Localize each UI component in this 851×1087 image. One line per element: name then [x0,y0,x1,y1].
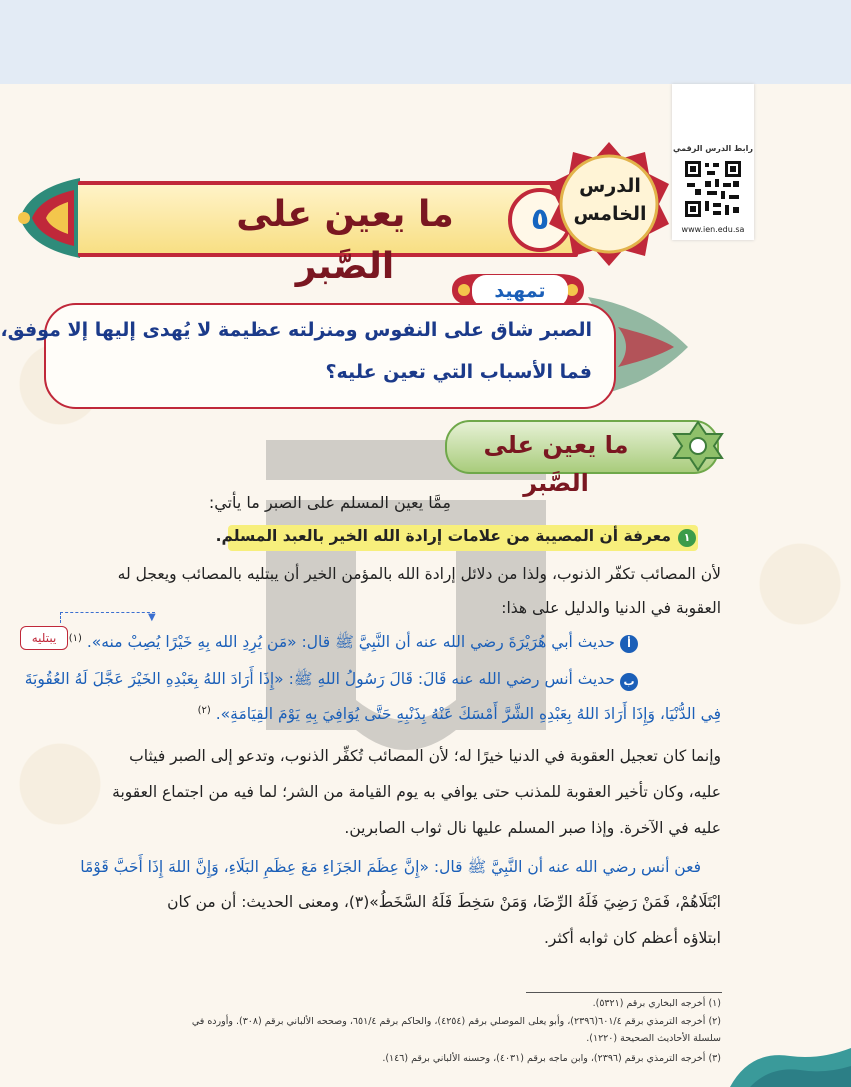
p2-line3: عليه في الآخرة. وإذا صبر المسلم عليها نال ثواب الصابرين. [344,819,721,837]
intro-box [0,303,616,409]
qr-code-icon[interactable] [683,159,743,219]
lesson-title: ما يعين على الصَّبر [236,194,454,287]
lesson-label [560,172,660,228]
section-ornament-icon [670,418,726,474]
item-a-label: أ [620,635,638,653]
item-b-ref: (٢) [197,705,211,716]
qr-box[interactable] [672,84,754,240]
arrow-down-icon: ▼ [148,612,156,623]
dashed-connector [60,612,155,623]
footnote-3: (٣) أخرجه الترمذي برقم (٢٣٩٦)، وابن ماجه برقم (٤٠٣١)، وحسنه الألباني برقم (١٤٦). [382,1053,721,1064]
p2-line2: عليه، وكان تأخير العقوبة للمذنب حتى يوافي به يوم القيامة من الشر؛ لما فيه من اجتماع العقوبة [112,783,721,801]
lesson-number: ٥ [508,188,572,252]
item-a-ref: (١) [68,632,82,644]
page-corner-ornament-icon [710,1040,851,1087]
intro-line-2: فما الأسباب التي تعين عليه؟ [325,361,592,383]
item-b-line2: فِي الدُّنْيَا، وَإِذَا أَرَادَ اللهُ بِعَبْدِهِ الشَّرَّ أَمْسَكَ عَنْهُ بِذَنْبِهِ حَتَّى يُوَافِيَ بِهِ يَوْمَ القِيَامَةِ». [215,705,721,724]
p2-line1: وإنما كان تعجيل العقوبة في الدنيا خيرًا له؛ لأن المصائب تُكفِّر الذنوب، وتدعو إلى الصبر فيثاب [129,747,721,765]
item1-text: معرفة أن المصيبة من علامات إرادة الله الخير بالعبد المسلم. [215,527,671,545]
p3-line2: ابْتَلَاهُمْ، فَمَنْ رَضِيَ فَلَهُ الرِّضَا، وَمَنْ سَخِطَ فَلَهُ السَّخَطُ»(٣)، ومعنى الحديث: أن من كان [167,893,721,911]
item-b-line1: حديث أنس رضي الله عنه قَالَ: قَالَ رَسُولُ اللهِ ﷺ: «إِذَا أَرَادَ اللهُ بِعَبْدِهِ الخَيْرَ عَجَّلَ لَهُ العُقُوبَةَ [24,670,615,688]
item-a-hadith: حديث أبي هُرَيْرَةَ رضي الله عنه أن النَّبِيَّ ﷺ قال: «مَن يُرِدِ الله بِهِ خَيْرًا يُصِبْ منه». [86,633,615,651]
lesson-label-line2: الخامس [573,203,647,225]
footnote-2b: سلسلة الأحاديث الصحيحة (١٢٢٠). [586,1033,721,1044]
body-lead: مِمَّا يعين المسلم على الصبر ما يأتي: [208,493,451,512]
intro-tag: تمهيد [472,275,568,307]
item-a-text [69,632,615,655]
p1-line1: لأن المصائب تكفّر الذنوب، ولذا من دلائل إرادة الله بالمؤمن الخير أن يبتليه بالمصائب ويعجل له [117,565,721,583]
intro-line-1: الصبر شاق على النفوس ومنزلته عظيمة لا يُهدى إليها إلا موفق، [0,319,592,341]
p3-line1: فعن أنس رضي الله عنه أن النَّبِيَّ ﷺ قال: «إِنَّ عِظَمَ الجَزَاءِ مَعَ عِظَمِ البَلَاءِ، وَإِنَّ اللهَ إِذَا أَحَبَّ قَوْمًا [80,858,701,876]
item-b-label: ب [620,673,638,691]
footnote-2a: (٢) أخرجه الترمذي برقم ٦٠١/٤(٢٣٩٦)، وأبو يعلى الموصلي برقم (٤٢٥٤)، والحاكم برقم ٦٥١/٤، وصححه الألباني برقم (٣٠٨). وأورده في [191,1016,721,1027]
footnote-separator [526,992,722,993]
footnote-1: (١) أخرجه البخاري برقم (٥٣٢١). [592,998,721,1009]
item-b-line2-wrap [198,705,721,723]
top-band [0,0,851,84]
vocab-note-yabtalih[interactable]: يبتليه [20,626,68,650]
p3-line3: ابتلاؤه أعظم كان ثوابه أكثر. [543,929,721,947]
section-title: ما يعين على الصَّبر [483,431,629,497]
qr-label: رابط الدرس الرقمي [673,144,753,153]
item1-number: ١ [678,529,696,547]
qr-url[interactable]: www.ien.edu.sa [681,225,745,234]
p1-line2: العقوبة في الدنيا والدليل على هذا: [501,599,721,617]
lesson-label-line1: الدرس [579,175,641,197]
